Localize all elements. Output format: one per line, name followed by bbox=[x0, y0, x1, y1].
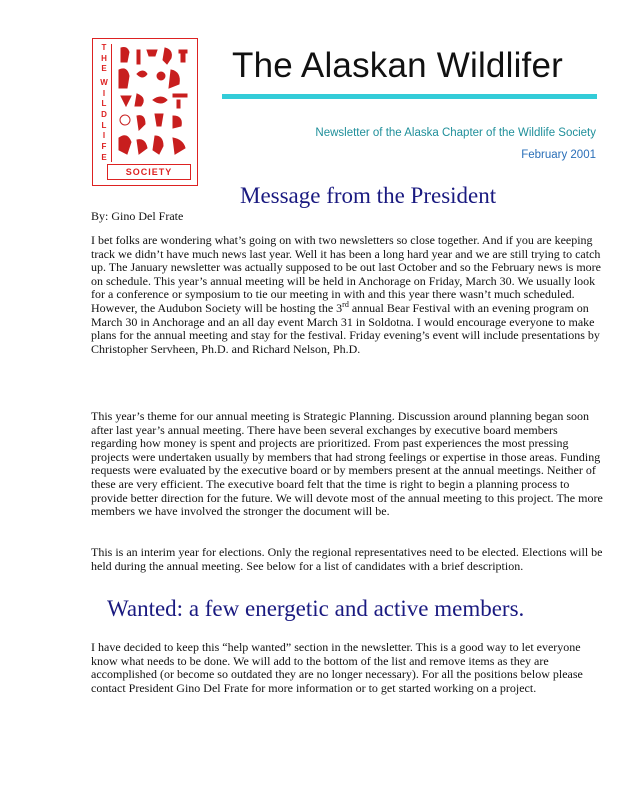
masthead-divider bbox=[222, 94, 597, 99]
logo-letter: I bbox=[102, 131, 106, 141]
bird-icon bbox=[137, 140, 147, 154]
fish-icon bbox=[153, 97, 167, 103]
ring-icon bbox=[120, 115, 130, 125]
ordinal-suffix: rd bbox=[342, 299, 349, 309]
bar-icon bbox=[173, 94, 187, 97]
owl-icon bbox=[153, 136, 163, 154]
bird-icon bbox=[135, 94, 143, 106]
owl-icon bbox=[119, 69, 129, 88]
bird-icon bbox=[169, 70, 179, 88]
logo-letter: T bbox=[101, 43, 107, 52]
tool-icon bbox=[179, 50, 187, 62]
president-paragraph-3: This is an interim year for elections. Only the regional representatives need to be elected. Elections will be held during the annual meeting. See below for a list of candidates with a brief description. bbox=[91, 545, 603, 573]
eye-icon bbox=[137, 71, 147, 77]
logo-letter: D bbox=[101, 110, 107, 120]
reed-icon bbox=[177, 100, 180, 108]
hieroglyph-icons bbox=[115, 44, 193, 162]
reed-icon bbox=[137, 50, 140, 64]
newsletter-subtitle: Newsletter of the Alaska Chapter of the Wildlife Society bbox=[315, 127, 596, 139]
logo-society-label: SOCIETY bbox=[107, 164, 191, 180]
vessel-icon bbox=[121, 96, 131, 106]
jar-icon bbox=[155, 114, 163, 126]
vessel-icon bbox=[147, 50, 157, 56]
logo-letter: L bbox=[101, 99, 107, 109]
logo-letter: W bbox=[100, 77, 108, 87]
logo-letter: L bbox=[101, 120, 107, 130]
society-logo bbox=[92, 38, 198, 186]
bird-icon bbox=[173, 138, 185, 154]
bird-icon bbox=[163, 48, 171, 64]
paragraph-text: annual Bear Festival with an evening program on March 30 in Anchorage and an all day event March 31 in Soldotna. I would encourage everyone to make plans for the annual meeting and stay for the festival. Friday evening’s event will include presentations by Christopher Servheen, Ph.D. and Richard Nelson, Ph.D. bbox=[91, 300, 600, 356]
bird-icon bbox=[173, 116, 181, 128]
bird-icon bbox=[121, 48, 129, 63]
president-paragraph-1 bbox=[91, 234, 605, 356]
logo-letter: H bbox=[101, 53, 107, 63]
byline: By: Gino Del Frate bbox=[91, 209, 184, 223]
logo-side-letters bbox=[97, 44, 112, 162]
bird-icon bbox=[119, 136, 131, 154]
wanted-paragraph-1: I have decided to keep this “help wanted” section in the newsletter. This is a good way to let everyone know what needs to be done. We will add to the bottom of the list and remove items as they are accomplished (or become so outdated they are no longer necessary). For all the positions below please contact President Gino Del Frate for more information or to get started working on a project. bbox=[91, 640, 583, 695]
issue-date: February 2001 bbox=[521, 149, 596, 161]
logo-letter: E bbox=[101, 64, 107, 74]
president-paragraph-2: This year’s theme for our annual meeting is Strategic Planning. Discussion around planning began soon after last year’s annual meeting. There have been several exchanges by executive board members regarding how money is spent and projects are prioritized. From past experiences the most pressing projects were undertaken usually by members that had strong feelings or expertise in those areas. Funding requests were evaluated by the executive board or by members present at the annual meetings. Neither of these are very efficient. The executive board felt that the time is right to begin a planning process to provide better direction for the future. We will devote most of the annual meeting to this project. The more members we have involved the stronger the document will be. bbox=[91, 409, 603, 519]
logo-letter: E bbox=[101, 152, 107, 162]
paragraph-text: I bet folks are wondering what’s going on with two newsletters so close together. And if you are keeping track we didn’t have much news last year. Well it has been a long hard year and we are still trying to catch up. The January newsletter was actually supposed to be out last October and so the February news is more on schedule. This year’s annual meeting will be held in Anchorage on Friday, March 30. We usually look for a conference or symposium to tie our meeting in with and this year there wasn’t much scheduled. However, the Audubon Society will be hosting the 3 bbox=[91, 233, 601, 315]
president-message-heading: Message from the President bbox=[240, 183, 497, 208]
bird-icon bbox=[137, 116, 145, 130]
logo-letter: F bbox=[101, 142, 107, 152]
sun-icon bbox=[157, 72, 165, 80]
newsletter-title: The Alaskan Wildlifer bbox=[232, 46, 563, 85]
wanted-members-heading: Wanted: a few energetic and active members. bbox=[107, 596, 525, 621]
logo-letter: I bbox=[102, 88, 106, 98]
